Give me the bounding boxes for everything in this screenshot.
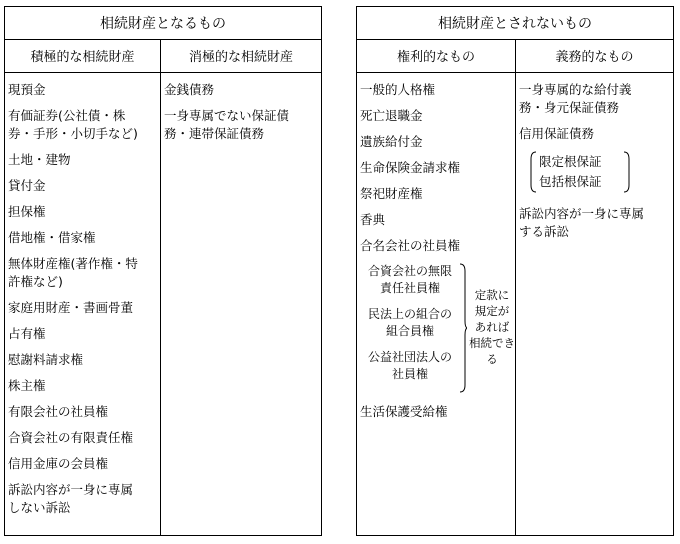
list-item: 土地・建物 — [8, 152, 71, 167]
left-col2-header: 消極的な相続財産 — [161, 39, 321, 73]
left-col1-header: 積極的な相続財産 — [5, 39, 160, 73]
list-item: 金銭債務 — [164, 82, 215, 97]
right-col1-list — [357, 73, 515, 535]
list-item: 信用保証債務 — [519, 126, 595, 141]
right-col2-list — [516, 73, 673, 535]
list-item: 祭祀財産権 — [360, 186, 423, 201]
list-item: 合資会社の有限責任権 — [8, 430, 134, 445]
list-item: 慰謝料請求権 — [8, 352, 84, 367]
list-item: 借地権・借家権 — [8, 230, 96, 245]
list-item: 死亡退職金 — [360, 108, 423, 123]
list-item: 生命保険金請求権 — [360, 160, 461, 175]
list-item: 合資会社の無限 責任社員権 — [367, 264, 452, 295]
list-item: 訴訟内容が一身に専属 する訴訟 — [519, 206, 645, 239]
membership-group-items — [360, 263, 460, 383]
membership-group — [360, 263, 515, 397]
left-paren-icon — [529, 151, 537, 193]
membership-group-note: 定款に 規定が あれば 相続でき る — [469, 288, 515, 366]
list-item: 合名会社の社員権 — [360, 238, 461, 253]
list-item: 家庭用財産・書画骨董 — [8, 300, 134, 315]
list-item: 無体財産権(著作権・特 許権など) — [8, 256, 138, 289]
left-col2-list — [161, 73, 321, 535]
list-item: 信用金庫の会員権 — [8, 456, 109, 471]
list-item: 一身専属でない保証債 務・連帯保証債務 — [164, 108, 290, 141]
list-item: 生活保護受給権 — [360, 404, 448, 419]
left-table — [4, 6, 322, 536]
guarantee-group — [519, 151, 669, 193]
list-item: 担保権 — [8, 204, 46, 219]
list-item: 占有権 — [8, 326, 46, 341]
list-item: 株主権 — [8, 378, 46, 393]
list-item: 一身専属的な給付義 務・身元保証債務 — [519, 82, 632, 115]
list-item: 香典 — [360, 212, 386, 227]
list-item: 公益社団法人の 社員権 — [367, 350, 452, 381]
right-table-title: 相続財産とされないもの — [357, 7, 673, 40]
list-item: 現預金 — [8, 82, 46, 97]
left-col1-list — [5, 73, 160, 535]
left-table-title: 相続財産となるもの — [5, 7, 321, 40]
list-item: 一般的人格権 — [360, 82, 436, 97]
list-item: 民法上の組合の 組合員権 — [367, 307, 452, 338]
list-item: 訴訟内容が一身に専属 しない訴訟 — [8, 482, 134, 515]
right-col2-header: 義務的なもの — [516, 39, 673, 73]
list-item: 有価証券(公社債・株 券・手形・小切手など) — [8, 108, 138, 141]
list-item: 貸付金 — [8, 178, 46, 193]
right-col1-header: 権利的なもの — [357, 39, 515, 73]
list-item: 限定根保証 — [539, 154, 602, 169]
list-item: 包括根保証 — [539, 174, 602, 189]
right-paren-icon — [623, 151, 631, 193]
right-table — [356, 6, 674, 536]
list-item: 有限会社の社員権 — [8, 404, 109, 419]
list-item: 遺族給付金 — [360, 134, 423, 149]
